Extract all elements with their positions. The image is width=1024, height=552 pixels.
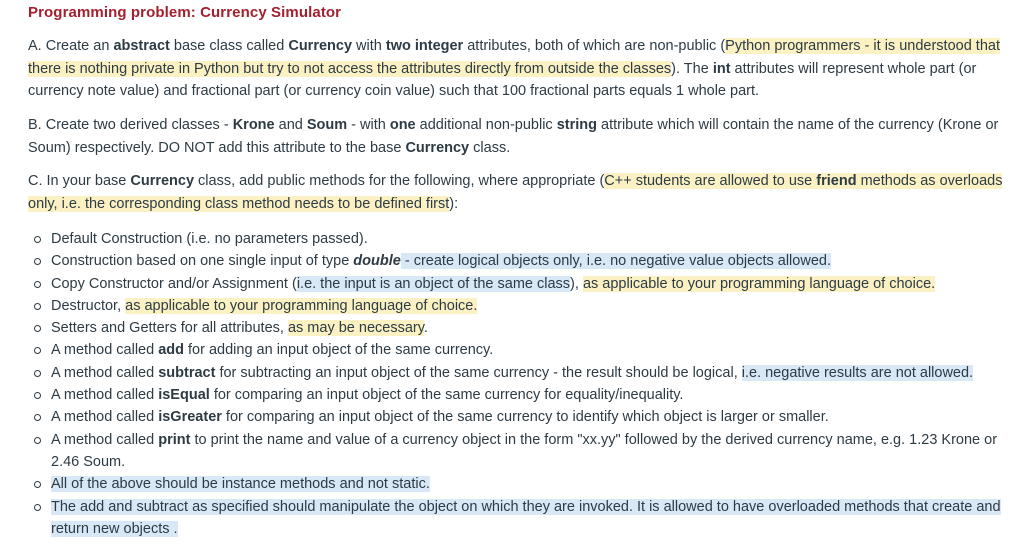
list-item: [28, 295, 1006, 317]
text: class, add public methods for the following, where appropriate (: [194, 173, 605, 189]
text: with: [352, 38, 386, 54]
list-item: [28, 339, 1006, 361]
text: and: [274, 117, 307, 133]
text: A method called: [51, 364, 159, 381]
text: ). The: [671, 60, 713, 77]
bold-text: add: [158, 342, 184, 359]
text: Default Construction (i.e. no parameters passed).: [51, 231, 368, 247]
blue-highlight: i.e. the input is an object of the same class: [296, 275, 571, 292]
bold-text: Currency: [288, 38, 353, 54]
text: A method called: [51, 342, 159, 359]
text: A. Create an: [28, 38, 114, 54]
text: - with: [347, 117, 390, 133]
bold-text: subtract: [158, 364, 216, 381]
bold-text: friend: [816, 173, 857, 189]
list-item: [28, 406, 1006, 428]
text: for adding an input object of the same currency.: [184, 342, 494, 359]
bold-text: isGreater: [158, 409, 222, 426]
list-item: [28, 228, 1006, 250]
bold-text: Currency: [405, 139, 470, 156]
bold-text: one: [389, 117, 416, 133]
bold-text: abstract: [113, 38, 170, 54]
page-title: Programming problem: Currency Simulator: [28, 4, 342, 21]
bold-text: Currency: [130, 173, 195, 189]
text: Destructor,: [51, 297, 126, 314]
text: .: [423, 320, 428, 337]
blue-highlight: - create logical objects only, i.e. no negative value objects allowed.: [400, 253, 831, 270]
text: A method called: [51, 409, 159, 426]
text: additional non-public: [415, 117, 557, 133]
bold-italic-text: double: [353, 253, 401, 270]
list-item: [28, 317, 1006, 339]
text: attributes, both of which are non-public (: [463, 38, 726, 54]
text: Setters and Getters for all attributes,: [51, 320, 288, 337]
paragraph-b: [28, 114, 1014, 159]
requirements-list: [28, 228, 1006, 540]
text: attributes will represent whole part (or currency note value) and fractional part (or currency coin value) such that 100 fractional parts equals 1 whole part.: [28, 60, 977, 99]
list-item: [28, 362, 1006, 384]
list-item: [28, 496, 1006, 541]
text: C++ students are allowed to use: [604, 173, 817, 189]
text: C. In your base: [28, 173, 131, 189]
bold-text: print: [158, 431, 191, 448]
list-item: [28, 473, 1006, 495]
bold-text: int: [712, 60, 731, 77]
text: Copy Constructor and/or Assignment (: [51, 275, 297, 292]
text: A method called: [51, 387, 159, 404]
yellow-highlight: as applicable to your programming language of choice.: [582, 275, 936, 292]
list-item: [28, 384, 1006, 406]
text: base class called: [169, 38, 289, 54]
text: methods as overloads only, i.e. the corresponding class method needs to be defined first: [28, 173, 1003, 212]
bold-text: string: [556, 117, 597, 133]
paragraph-a: [28, 35, 1014, 103]
list-item: [28, 273, 1006, 295]
text: for subtracting an input object of the same currency - the result should be logical,: [215, 364, 742, 381]
text: B. Create two derived classes -: [28, 117, 233, 133]
text: ):: [449, 195, 459, 212]
paragraph-c: [28, 170, 1014, 215]
bold-text: two integer: [385, 38, 464, 54]
yellow-highlight: as may be necessary: [287, 320, 424, 337]
list-item: [28, 429, 1006, 474]
text: A method called: [51, 431, 159, 448]
blue-highlight: The add and subtract as specified should manipulate the object on which they are invoked. It is allowed to have overloaded methods that create and return new objects .: [51, 498, 1001, 537]
text: for comparing an input object of the same currency for equality/inequality.: [209, 387, 684, 404]
text: Construction based on one single input of type: [51, 253, 354, 270]
bold-text: isEqual: [158, 387, 210, 404]
list-item: [28, 250, 1006, 272]
yellow-highlight: Python programmers - it is understood that there is nothing private in Python but try to not access the attributes directly from outside the classes: [28, 38, 1000, 77]
bold-text: Soum: [306, 117, 348, 133]
text: for comparing an input object of the same currency to identify which object is larger or smaller.: [221, 409, 829, 426]
text: class.: [469, 139, 511, 156]
text: ),: [570, 275, 583, 292]
yellow-highlight: as applicable to your programming language of choice.: [125, 297, 478, 314]
blue-highlight: All of the above should be instance methods and not static.: [51, 476, 430, 493]
blue-highlight: i.e. negative results are not allowed.: [741, 364, 974, 381]
text: to print the name and value of a currency object in the form "xx.yy" followed by the derived currency name, e.g. 1.23 Krone or 2.46 Soum.: [51, 431, 998, 470]
text: attribute which will contain the name of the currency (Krone or Soum) respectively. DO NOT add this attribute to the base: [28, 117, 999, 156]
bold-text: Krone: [232, 117, 275, 133]
